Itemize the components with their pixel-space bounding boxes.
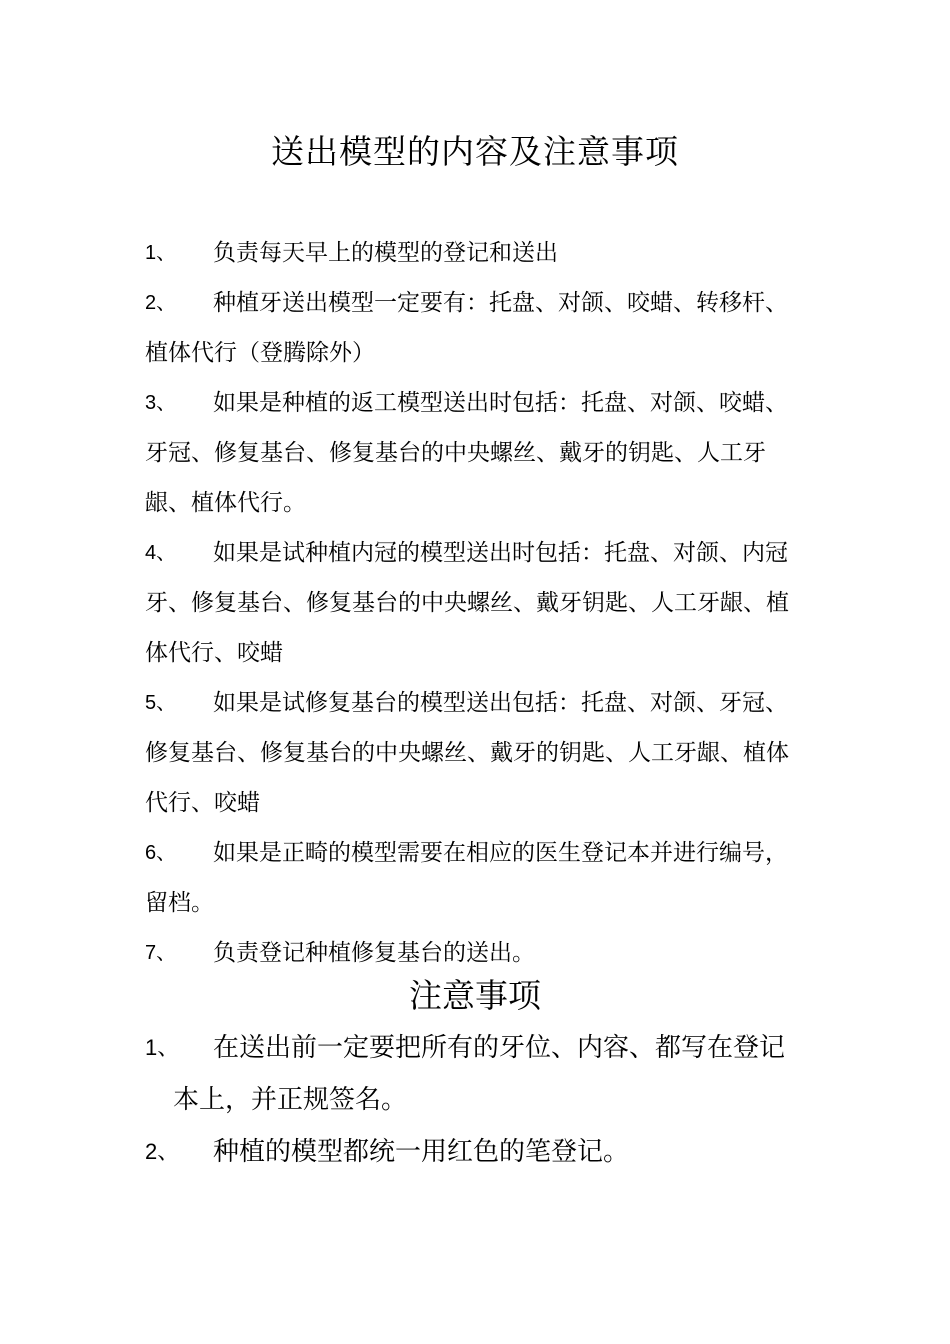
list-item <box>145 1022 810 1126</box>
list-item <box>145 228 810 278</box>
list-item <box>145 378 810 528</box>
item-text: 负责登记种植修复基台的送出。 <box>213 940 535 966</box>
list-item <box>145 928 810 978</box>
list-item <box>145 1126 810 1178</box>
item-number: 6、 <box>145 842 177 864</box>
item-number: 2、 <box>145 292 177 314</box>
item-number: 7、 <box>145 942 177 964</box>
notes-list <box>145 1022 810 1178</box>
item-text: 在送出前一定要把所有的牙位、内容、都写在登记本上，并正规签名。 <box>173 1033 786 1115</box>
item-text: 如果是试种植内冠的模型送出时包括：托盘、对颌、内冠牙、修复基台、修复基台的中央螺丝、戴牙钥匙、人工牙龈、植体代行、咬蜡 <box>145 540 789 666</box>
item-number: 5、 <box>145 692 177 714</box>
item-number: 1、 <box>145 1035 180 1060</box>
item-number: 2、 <box>145 1139 180 1164</box>
item-number: 4、 <box>145 542 177 564</box>
list-item <box>145 528 810 678</box>
item-text: 负责每天早上的模型的登记和送出 <box>213 240 558 266</box>
notes-heading: 注意事项 <box>409 976 541 1015</box>
item-number: 1、 <box>145 242 177 264</box>
content-list <box>145 228 810 978</box>
item-text: 如果是正畸的模型需要在相应的医生登记本并进行编号，留档。 <box>145 840 788 916</box>
item-text: 种植牙送出模型一定要有：托盘、对颌、咬蜡、转移杆、植体代行（登腾除外） <box>145 290 788 366</box>
item-number: 3、 <box>145 392 177 414</box>
document-title: 送出模型的内容及注意事项 <box>271 132 679 171</box>
list-item <box>145 828 810 928</box>
list-item <box>145 278 810 378</box>
item-text: 种植的模型都统一用红色的笔登记。 <box>213 1137 630 1167</box>
item-text: 如果是种植的返工模型送出时包括：托盘、对颌、咬蜡、牙冠、修复基台、修复基台的中央螺丝、戴牙的钥匙、人工牙龈、植体代行。 <box>145 390 788 516</box>
item-text: 如果是试修复基台的模型送出包括：托盘、对颌、牙冠、修复基台、修复基台的中央螺丝、戴牙的钥匙、人工牙龈、植体代行、咬蜡 <box>145 690 789 816</box>
list-item <box>145 678 810 828</box>
